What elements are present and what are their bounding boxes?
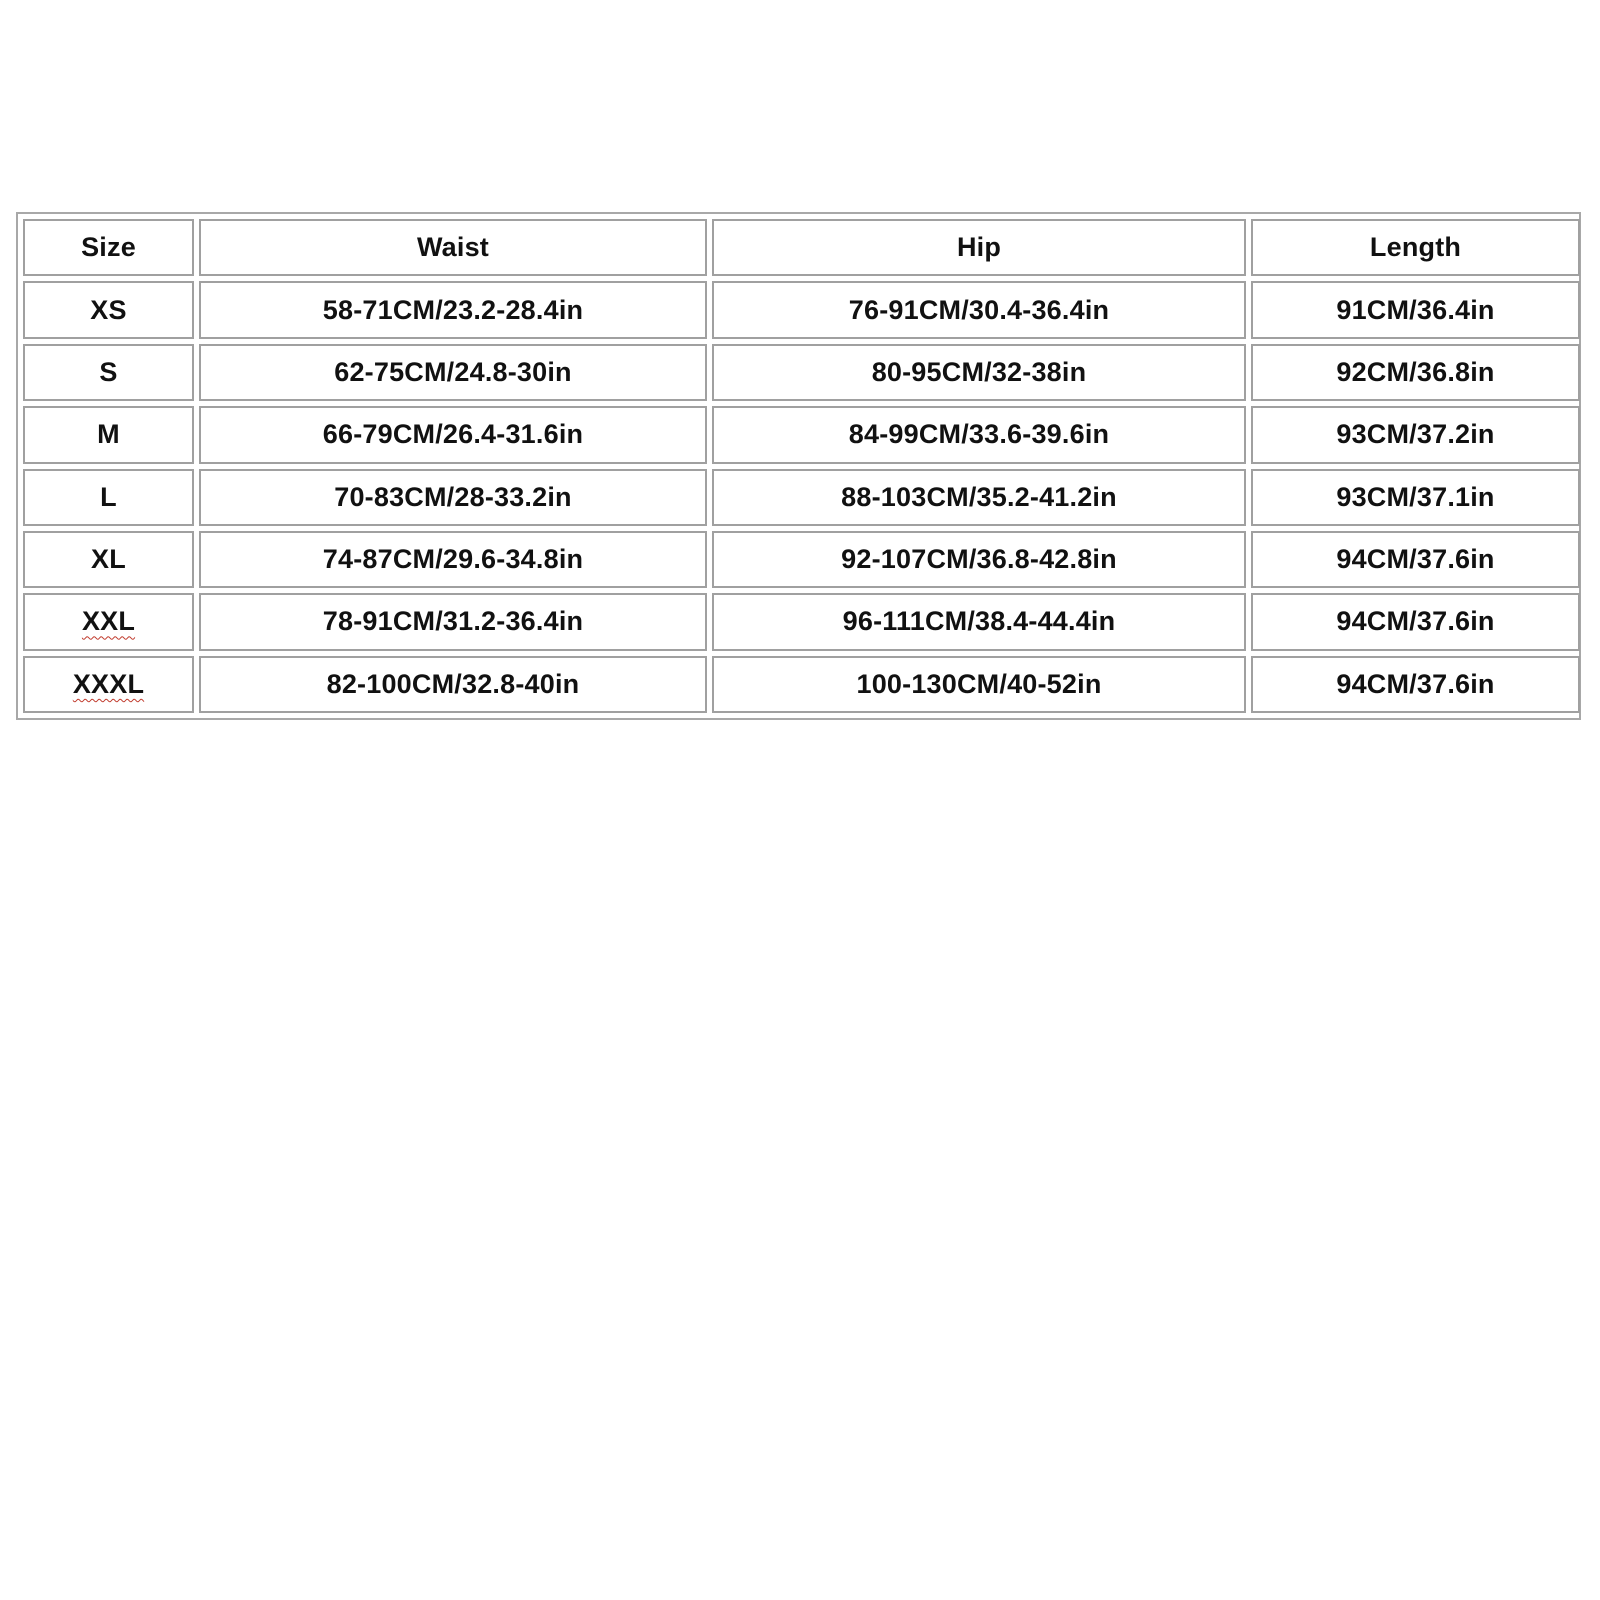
size-cell bbox=[23, 593, 194, 650]
hip-cell: 92-107CM/36.8-42.8in bbox=[712, 531, 1246, 588]
length-cell: 92CM/36.8in bbox=[1251, 344, 1580, 401]
length-cell: 93CM/37.1in bbox=[1251, 469, 1580, 526]
waist-cell: 62-75CM/24.8-30in bbox=[199, 344, 707, 401]
size-label-spellcheck: XXL bbox=[81, 606, 136, 637]
table-header-row bbox=[23, 219, 1580, 276]
hip-cell: 88-103CM/35.2-41.2in bbox=[712, 469, 1246, 526]
size-cell bbox=[23, 656, 194, 713]
hip-cell: 84-99CM/33.6-39.6in bbox=[712, 406, 1246, 463]
hip-cell: 76-91CM/30.4-36.4in bbox=[712, 281, 1246, 338]
length-cell: 94CM/37.6in bbox=[1251, 593, 1580, 650]
waist-cell: 58-71CM/23.2-28.4in bbox=[199, 281, 707, 338]
size-cell: XL bbox=[23, 531, 194, 588]
size-chart-table bbox=[18, 214, 1585, 718]
waist-cell: 66-79CM/26.4-31.6in bbox=[199, 406, 707, 463]
table-row bbox=[23, 593, 1580, 650]
size-cell: S bbox=[23, 344, 194, 401]
table-row bbox=[23, 469, 1580, 526]
table-row bbox=[23, 656, 1580, 713]
size-cell: L bbox=[23, 469, 194, 526]
waist-cell: 78-91CM/31.2-36.4in bbox=[199, 593, 707, 650]
table-row bbox=[23, 344, 1580, 401]
header-waist: Waist bbox=[199, 219, 707, 276]
header-size: Size bbox=[23, 219, 194, 276]
waist-cell: 82-100CM/32.8-40in bbox=[199, 656, 707, 713]
length-cell: 91CM/36.4in bbox=[1251, 281, 1580, 338]
size-cell: XS bbox=[23, 281, 194, 338]
hip-cell: 100-130CM/40-52in bbox=[712, 656, 1246, 713]
length-cell: 93CM/37.2in bbox=[1251, 406, 1580, 463]
table-row bbox=[23, 531, 1580, 588]
size-chart-table-container bbox=[16, 212, 1581, 720]
size-label-spellcheck: XXXL bbox=[72, 668, 145, 699]
table-row bbox=[23, 406, 1580, 463]
hip-cell: 96-111CM/38.4-44.4in bbox=[712, 593, 1246, 650]
header-length: Length bbox=[1251, 219, 1580, 276]
length-cell: 94CM/37.6in bbox=[1251, 656, 1580, 713]
hip-cell: 80-95CM/32-38in bbox=[712, 344, 1246, 401]
length-cell: 94CM/37.6in bbox=[1251, 531, 1580, 588]
waist-cell: 70-83CM/28-33.2in bbox=[199, 469, 707, 526]
header-hip: Hip bbox=[712, 219, 1246, 276]
size-cell: M bbox=[23, 406, 194, 463]
waist-cell: 74-87CM/29.6-34.8in bbox=[199, 531, 707, 588]
table-row bbox=[23, 281, 1580, 338]
